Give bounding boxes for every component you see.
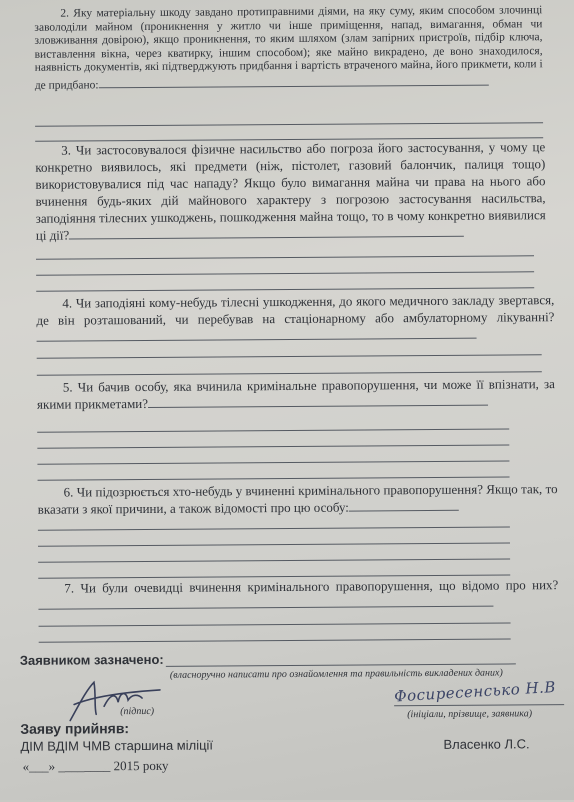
signature [64, 676, 174, 727]
question-5 [37, 375, 555, 413]
date-line: «___» ________ 2015 року [22, 757, 169, 774]
name-line [394, 704, 564, 706]
signature-caption: (підпис) [120, 705, 155, 718]
answer-line [38, 558, 510, 562]
question-7 [38, 576, 558, 614]
question-5-text: 5. Чи бачив особу, яка вчинила кримінальне правопорушення, чи може її впізнати, за якими прикметами? [36, 376, 555, 412]
applicant-noted-line [166, 663, 516, 666]
answer-line [39, 638, 511, 642]
question-2 [34, 4, 543, 93]
answer-line [36, 271, 534, 275]
answer-line [36, 255, 534, 259]
question-7-text: 7. Чи були очевидці вчинення кримінального правопорушення, що відомо про них? [64, 577, 559, 596]
question-4-text: 4. Чи заподіяні кому-небудь тілесні ушкодження, до якого медичного закладу звертався, де він розташований, чи перебував на стаціонарному або амбулаторному лікуванні? [36, 292, 555, 328]
answer-line [38, 542, 510, 546]
answer-line [37, 428, 509, 432]
question-3 [35, 138, 546, 244]
question-2-text: 2. Яку матеріальну шкоду завдано протиправними діями, на яку суму, яким способом злочинці заволоділи майном (проникнення у житло чи інше приміщення, напад, вимагання, обман чи зловживання довірою), якщо проникнення, то яким шляхом (злам запірних пристроїв, підбір ключа, виставлення вікна, через кватирку, іншим способом); яке майно викрадено, де воно знаходилося, наявність документів, які підтверджують придбання і вартість втраченого майна, його прикмети, коли і де придбано: [34, 4, 543, 92]
question-3-text: 3. Чи застосовувалося фізичне насильство або погроза його застосування, у чому це конкретно виявилось, які предмети (ніж, пістолет, газовий балончик, палиця тощо) використовувалися під час нападу? Якщо було вимагання майна чи права на нього або вчинення будь-яких дій майнового характеру з погрозою застосування насильства, заподіяння тілесних ушкоджень, пошкодження майна тощо, то в чому конкретно виявилися ці дії? [35, 139, 546, 243]
applicant-noted-caption: (власноручно написати про ознайомлення та правильність викладених даних) [169, 667, 503, 681]
officer-line: ДІМ ВДІМ ЧМВ старшина міліції [20, 737, 214, 754]
question-4 [36, 291, 554, 346]
answer-line [37, 444, 509, 448]
name-caption: (ініціали, прізвище, заявника) [407, 708, 533, 721]
officer-name: Власенко Л.С. [443, 736, 530, 752]
answer-line [35, 122, 543, 127]
handwritten-name: Фосиресенсько Н.В [393, 677, 557, 706]
question-6 [38, 480, 558, 518]
answer-line [37, 354, 542, 359]
answer-line [37, 460, 509, 464]
applicant-noted-label: Заявником зазначено: [19, 651, 164, 668]
accepted-label: Заяву прийняв: [20, 720, 130, 737]
answer-line [39, 622, 511, 626]
question-6-text: 6. Чи підозрюється хто-небудь у вчиненні кримінального правопорушення? Якщо так, то вказати з якої причини, а також відомості про цю особу: [37, 481, 558, 517]
answer-line [38, 526, 510, 530]
